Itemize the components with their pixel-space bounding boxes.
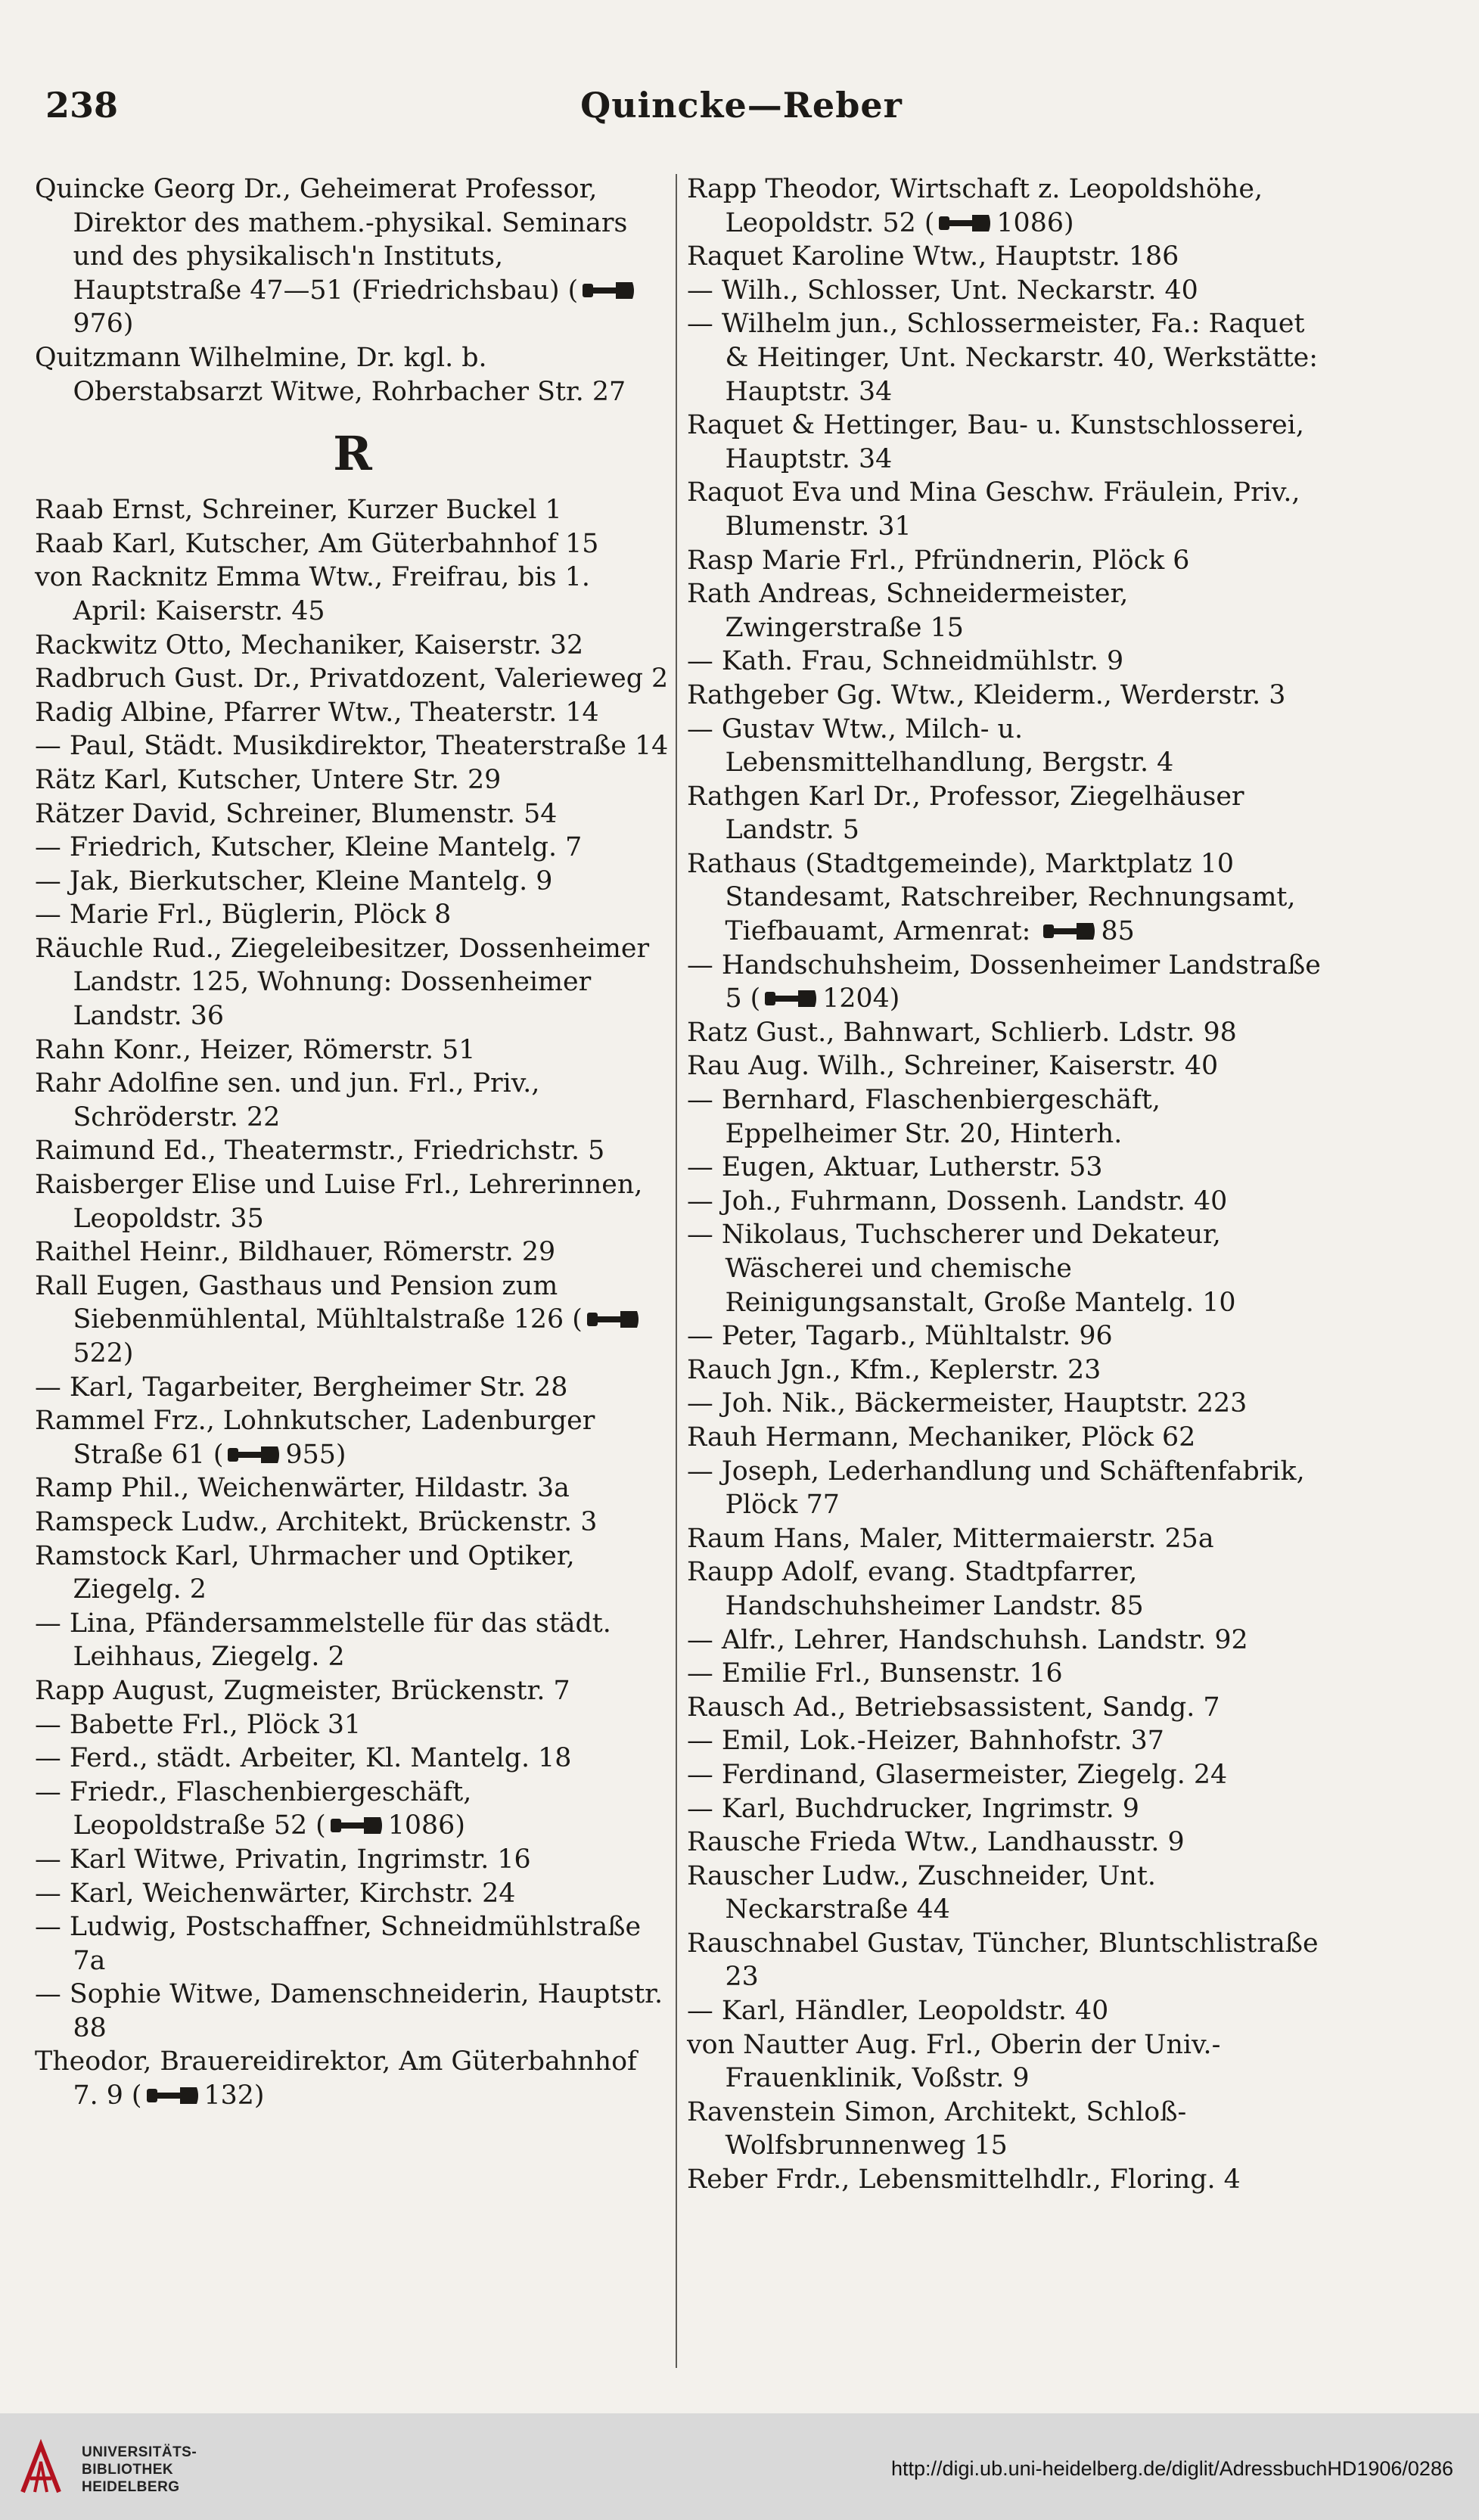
entry-text: — Joh., Fuhrmann, Dossenh. Landstr. 40 [687, 1185, 1228, 1216]
directory-entry [687, 2163, 1322, 2197]
entry-text: Radig Albine, Pfarrer Wtw., Theaterstr. 14 [35, 697, 599, 728]
directory-entry [687, 476, 1322, 543]
entry-text: Rätzer David, Schreiner, Blumenstr. 54 [35, 798, 558, 829]
directory-entry [687, 1387, 1322, 1421]
phone-number: 1086 [387, 1810, 455, 1841]
library-logo-text [82, 2444, 197, 2496]
entry-text: Quitzmann Wilhelmine, Dr. kgl. b. Oberstabsarzt Witwe, Rohrbacher Str. 27 [35, 342, 626, 407]
directory-entry [35, 797, 670, 831]
phone-number: 976 [73, 309, 123, 340]
directory-entry [687, 1691, 1322, 1725]
entry-text: Rathaus (Stadtgemeinde), Marktplatz 10 Standesamt, Ratschreiber, Rechnungsamt, Tiefbauamt, Armenrat: [687, 848, 1296, 947]
entry-text: Raquet & Hettinger, Bau- u. Kunstschlosserei, Hauptstr. 34 [687, 410, 1304, 474]
entry-text: — Karl, Händler, Leopoldstr. 40 [687, 1996, 1109, 2027]
entry-text: — Friedr., Flaschenbiergeschäft, Leopoldstraße 52 [35, 1776, 472, 1841]
directory-entry [687, 1826, 1322, 1860]
entry-text: Rahr Adolfine sen. und jun. Frl., Priv., Schröderstr. 22 [35, 1068, 540, 1133]
running-head: Quincke—Reber [580, 85, 903, 126]
directory-entry [687, 1319, 1322, 1353]
directory-entry [35, 729, 670, 763]
entry-text: — Eugen, Aktuar, Lutherstr. 53 [687, 1152, 1103, 1183]
directory-entry: Rapp Theodor, Wirtschaft z. Leopoldshöhe, Leopoldstr. 52 ( 1086) [687, 174, 1263, 238]
entry-text: — Emilie Frl., Bunsenstr. 16 [687, 1658, 1063, 1689]
entry-text: Rapp August, Zugmeister, Brückenstr. 7 [35, 1675, 570, 1706]
entry-text: Rau Aug. Wilh., Schreiner, Kaiserstr. 40 [687, 1051, 1219, 1082]
directory-entry [687, 1421, 1322, 1455]
directory-entry [687, 307, 1322, 409]
entry-text: Rausch Ad., Betriebsassistent, Sandg. 7 [687, 1692, 1220, 1723]
directory-entry [687, 1049, 1322, 1083]
directory-entry [35, 1067, 670, 1134]
telephone-icon [329, 1814, 385, 1837]
entry-text: Rauscher Ludw., Zuschneider, Unt. Neckarstraße 44 [687, 1860, 1156, 1925]
directory-entry [35, 1910, 670, 1978]
phone-number: 132 [204, 2080, 254, 2111]
directory-entry [35, 865, 670, 899]
directory-entry [687, 713, 1322, 780]
entry-text: — Karl Witwe, Privatin, Ingrimstr. 16 [35, 1844, 531, 1875]
entry-text: Ramstock Karl, Uhrmacher und Optiker, Ziegelg. 2 [35, 1540, 575, 1605]
directory-entry [35, 1471, 670, 1505]
directory-entry [687, 1860, 1322, 1927]
entry-text: — Paul, Städt. Musikdirektor, Theaterstraße 14 [35, 731, 669, 762]
directory-entry [35, 1978, 670, 2045]
directory-entry [687, 1185, 1322, 1219]
directory-entry [35, 629, 670, 663]
entry-text: Theodor, Brauereidirektor, Am Güterbahnhof 7. 9 [35, 2046, 637, 2111]
entry-text: Raum Hans, Maler, Mittermaierstr. 25a [687, 1523, 1214, 1554]
entry-text: — Nikolaus, Tuchscherer und Dekateur, Wäscherei und chemische Reinigungsanstalt, Große Mantelg. 10 [687, 1220, 1236, 1318]
left-column [35, 172, 670, 2113]
entry-text: Raithel Heinr., Bildhauer, Römerstr. 29 [35, 1237, 556, 1268]
directory-entry [35, 662, 670, 696]
entry-text: — Joh. Nik., Bäckermeister, Hauptstr. 223 [687, 1388, 1248, 1419]
directory-entry [687, 1758, 1322, 1792]
logo-line: BIBLIOTHEK [82, 2462, 174, 2478]
right-column [687, 172, 1322, 2197]
entry-text: Rausche Frieda Wtw., Landhausstr. 9 [687, 1827, 1185, 1858]
directory-entry [687, 645, 1322, 679]
entry-text: Ramp Phil., Weichenwärter, Hildastr. 3a [35, 1473, 570, 1504]
entry-text: Ramspeck Ludw., Architekt, Brückenstr. 3 [35, 1506, 598, 1537]
phone-number: 85 [1101, 916, 1135, 947]
directory-entry [687, 544, 1322, 578]
directory-entry [687, 240, 1322, 274]
entry-text: Rall Eugen, Gasthaus und Pension zum Siebenmühlental, Mühltalstraße 126 [35, 1270, 564, 1335]
directory-entry [687, 1994, 1322, 2028]
entry-text: — Sophie Witwe, Damenschneiderin, Hauptstr. 88 [35, 1979, 663, 2043]
directory-entry [687, 2096, 1322, 2163]
telephone-icon [145, 2084, 201, 2107]
entry-text: — Kath. Frau, Schneidmühlstr. 9 [687, 646, 1124, 677]
directory-entry [35, 1674, 670, 1708]
directory-entry [687, 1455, 1322, 1522]
directory-entry [35, 898, 670, 932]
entry-text: — Joseph, Lederhandlung und Schäftenfabrik, Plöck 77 [687, 1456, 1305, 1521]
entry-text: — Karl, Tagarbeiter, Bergheimer Str. 28 [35, 1372, 568, 1403]
entry-text: Raimund Ed., Theatermstr., Friedrichstr. 5 [35, 1136, 605, 1167]
entry-text: Rackwitz Otto, Mechaniker, Kaiserstr. 32 [35, 629, 584, 660]
directory-entry [35, 493, 670, 527]
entry-text: Rasp Marie Frl., Pfründnerin, Plöck 6 [687, 545, 1190, 576]
entry-text: — Peter, Tagarb., Mühltalstr. 96 [687, 1321, 1113, 1352]
entry-text: — Jak, Bierkutscher, Kleine Mantelg. 9 [35, 865, 553, 896]
directory-entry [35, 1742, 670, 1776]
directory-entry [687, 780, 1322, 847]
entry-text: Raquet Karoline Wtw., Hauptstr. 186 [687, 241, 1179, 272]
directory-entry [687, 409, 1322, 476]
entry-text: Räuchle Rud., Ziegeleibesitzer, Dossenheimer Landstr. 125, Wohnung: Dossenheimer Landstr. 36 [35, 933, 650, 1032]
entry-text: Radbruch Gust. Dr., Privatdozent, Valerieweg 2 [35, 663, 669, 694]
entry-text: — Alfr., Lehrer, Handschuhsh. Landstr. 92 [687, 1624, 1248, 1655]
directory-entry [35, 1134, 670, 1168]
entry-text: — Wilh., Schlosser, Unt. Neckarstr. 40 [687, 275, 1198, 306]
directory-entry [687, 1792, 1322, 1826]
entry-text: Rauch Jgn., Kfm., Keplerstr. 23 [687, 1354, 1101, 1385]
directory-entry: Quincke Georg Dr., Geheimerat Professor, Direktor des mathem.-physikal. Seminars und des physikalisch'n Instituts, Hauptstraße 47—51 (Friedrichsbau) (976) [35, 172, 670, 341]
directory-entry [35, 696, 670, 730]
telephone-icon [763, 987, 819, 1010]
entry-text: — Gustav Wtw., Milch- u. Lebensmittelhandlung, Bergstr. 4 [687, 713, 1174, 778]
directory-entry [687, 1218, 1322, 1319]
directory-entry [35, 1235, 670, 1269]
entry-text: Rauschnabel Gustav, Tüncher, Bluntschlistraße 23 [687, 1928, 1319, 1993]
directory-entry: Rall Eugen, Gasthaus und Pension zum Siebenmühlental, Mühltalstraße 126 (522) [35, 1269, 670, 1371]
entry-text: Ratz Gust., Bahnwart, Schlierb. Ldstr. 98 [687, 1017, 1237, 1048]
entry-text: von Nautter Aug. Frl., Oberin der Univ.-Frauenklinik, Voßstr. 9 [687, 2029, 1221, 2094]
entry-text: Raab Ernst, Schreiner, Kurzer Buckel 1 [35, 495, 562, 526]
entry-text: — Marie Frl., Büglerin, Plöck 8 [35, 900, 452, 931]
entry-text: — Handschuhsheim, Dossenheimer Landstraße 5 [687, 949, 1321, 1015]
entry-text: Rathgen Karl Dr., Professor, Ziegelhäuser Landstr. 5 [687, 781, 1244, 846]
entry-text: — Ferdinand, Glasermeister, Ziegelg. 24 [687, 1759, 1228, 1790]
directory-entry [687, 847, 1322, 949]
telephone-icon [581, 279, 637, 302]
directory-entry [687, 1522, 1322, 1556]
directory-entry [35, 1877, 670, 1911]
directory-entry [35, 1033, 670, 1067]
entry-text: Reber Frdr., Lebensmittelhdlr., Floring. 4 [687, 2164, 1241, 2195]
phone-number: 955 [285, 1439, 336, 1470]
section-letter-heading: R [333, 426, 372, 482]
directory-entry [35, 831, 670, 865]
directory-entry [687, 1624, 1322, 1658]
entry-text: — Emil, Lok.-Heizer, Bahnhofstr. 37 [687, 1726, 1164, 1757]
directory-entry [687, 2028, 1322, 2096]
directory-entry [35, 1168, 670, 1235]
entry-text: Raisberger Elise und Luise Frl., Lehrerinnen, Leopoldstr. 35 [35, 1170, 643, 1234]
directory-entry [687, 274, 1322, 308]
phone-number: 1204 [822, 983, 890, 1015]
directory-entry [687, 1927, 1322, 1994]
entry-text: — Karl, Buchdrucker, Ingrimstr. 9 [687, 1793, 1139, 1824]
directory-entry [35, 561, 670, 628]
entry-text: Rätz Karl, Kutscher, Untere Str. 29 [35, 764, 502, 795]
directory-entry [687, 577, 1322, 645]
directory-entry [687, 1724, 1322, 1758]
directory-entry [35, 341, 670, 409]
directory-entry [35, 1505, 670, 1540]
entry-text: — Friedrich, Kutscher, Kleine Mantelg. 7 [35, 832, 583, 863]
entry-text: — Bernhard, Flaschenbiergeschäft, Eppelheimer Str. 20, Hinterh. [687, 1085, 1161, 1149]
entry-text: Rapp Theodor, Wirtschaft z. Leopoldshöhe, Leopoldstr. 52 [687, 174, 1263, 238]
entry-text: — Lina, Pfändersammelstelle für das städt. Leihhaus, Ziegelg. 2 [35, 1608, 611, 1673]
directory-entry [35, 1708, 670, 1742]
directory-entry [687, 1151, 1322, 1185]
directory-entry [35, 1843, 670, 1877]
directory-entry [687, 1555, 1322, 1623]
directory-entry [35, 1371, 670, 1405]
entry-text: Rauh Hermann, Mechaniker, Plöck 62 [687, 1422, 1196, 1453]
entry-text: Rahn Konr., Heizer, Römerstr. 51 [35, 1034, 476, 1065]
telephone-icon [937, 212, 993, 235]
entry-text: Rath Andreas, Schneidermeister, Zwingerstraße 15 [687, 579, 1129, 643]
directory-entry [35, 1607, 670, 1674]
entry-text: Raupp Adolf, evang. Stadtpfarrer, Handschuhsheimer Landstr. 85 [687, 1557, 1144, 1621]
directory-entry [687, 1657, 1322, 1691]
entry-text: — Wilhelm jun., Schlossermeister, Fa.: Raquet & Heitinger, Unt. Neckarstr. 40, Werkstätte: Hauptstr. 34 [687, 309, 1318, 407]
entry-text: Quincke Georg Dr., Geheimerat Professor, Direktor des mathem.-physikal. Seminars und des physikalisch'n Instituts, Hauptstraße 47—51 (Friedrichsbau) [35, 174, 628, 306]
entry-text: Rathgeber Gg. Wtw., Kleiderm., Werderstr. 3 [687, 679, 1286, 710]
entry-text: Raab Karl, Kutscher, Am Güterbahnhof 15 [35, 528, 599, 559]
entry-text: Ravenstein Simon, Architekt, Schloß-Wolfsbrunnenweg 15 [687, 2096, 1187, 2161]
directory-entry [35, 1540, 670, 1607]
entry-text: Rammel Frz., Lohnkutscher, Ladenburger Straße 61 [35, 1406, 595, 1470]
directory-entry [35, 527, 670, 561]
entry-text: — Karl, Weichenwärter, Kirchstr. 24 [35, 1878, 516, 1909]
directory-entry: Rammel Frz., Lohnkutscher, Ladenburger Straße 61 ( 955) [35, 1406, 595, 1470]
entry-text: von Racknitz Emma Wtw., Freifrau, bis 1. April: Kaiserstr. 45 [35, 562, 590, 626]
directory-entry: — Handschuhsheim, Dossenheimer Landstraße 5 ( 1204) [687, 949, 1321, 1015]
directory-entry: — Friedr., Flaschenbiergeschäft, Leopoldstraße 52 ( 1086) [35, 1776, 472, 1841]
university-logo-icon [18, 2439, 64, 2498]
entry-text: — Ferd., städt. Arbeiter, Kl. Mantelg. 18 [35, 1743, 572, 1774]
entry-text: — Babette Frl., Plöck 31 [35, 1709, 362, 1740]
directory-entry [687, 1016, 1322, 1050]
source-url-link[interactable]: http://digi.ub.uni-heidelberg.de/diglit/AdressbuchHD1906/0286 [890, 2457, 1453, 2480]
phone-number: 522 [73, 1338, 123, 1369]
phone-number: 1086 [996, 207, 1064, 238]
page-number: 238 [45, 85, 119, 126]
column-divider [676, 174, 677, 2368]
directory-entry [35, 763, 670, 797]
directory-entry: Theodor, Brauereidirektor, Am Güterbahnhof 7. 9 ( 132) [35, 2046, 637, 2111]
telephone-icon [586, 1308, 642, 1331]
directory-entry [687, 1083, 1322, 1151]
logo-line: UNIVERSITÄTS- [82, 2444, 197, 2460]
telephone-icon [226, 1443, 282, 1466]
page-header [45, 85, 1437, 138]
directory-entry [687, 1353, 1322, 1387]
telephone-icon [1042, 920, 1098, 943]
entry-text: — Ludwig, Postschaffner, Schneidmühlstraße 7a [35, 1912, 642, 1976]
entry-text: Raquot Eva und Mina Geschw. Fräulein, Priv., Blumenstr. 31 [687, 477, 1300, 542]
directory-entry [35, 932, 670, 1033]
directory-entry [687, 679, 1322, 713]
logo-line: HEIDELBERG [82, 2479, 180, 2495]
